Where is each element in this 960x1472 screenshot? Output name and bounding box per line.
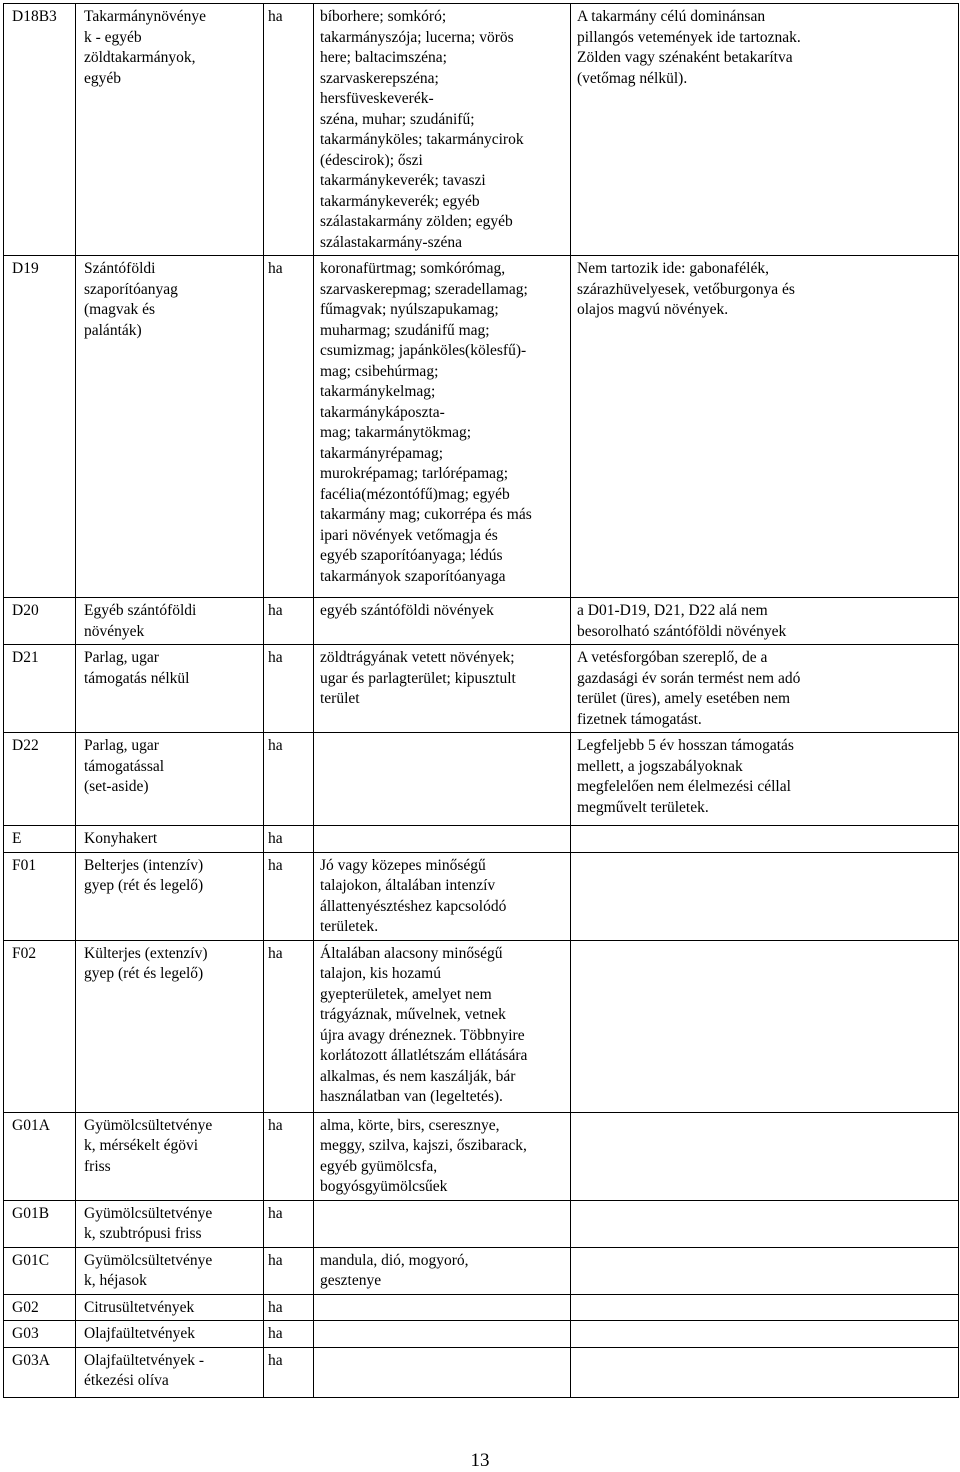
table-row (4, 4, 959, 256)
row-unit: ha (264, 1294, 314, 1321)
row-note: A vetésforgóban szereplő, de a gazdasági év során termést nem adó terület (üres), amely esetében nem fizetnek támogatást. (571, 645, 959, 733)
classification-table (3, 3, 959, 1398)
row-note (571, 1294, 959, 1321)
row-unit: ha (264, 1200, 314, 1247)
table-row (4, 645, 959, 733)
table-row (4, 1321, 959, 1348)
row-unit: ha (264, 4, 314, 256)
row-unit: ha (264, 256, 314, 598)
row-code: G01B (4, 1200, 76, 1247)
row-note (571, 1347, 959, 1397)
row-note (571, 940, 959, 1112)
row-note: Nem tartozik ide: gabonafélék, szárazhüvelyesek, vetőburgonya és olajos magvú növények. (571, 256, 959, 598)
row-crops (314, 1200, 571, 1247)
table-row (4, 1347, 959, 1397)
row-unit: ha (264, 1247, 314, 1294)
row-code: F02 (4, 940, 76, 1112)
row-crops (314, 1347, 571, 1397)
row-note (571, 852, 959, 940)
row-crops: Jó vagy közepes minőségű talajokon, általában intenzív állattenyésztéshez kapcsolódó területek. (314, 852, 571, 940)
table-row (4, 1247, 959, 1294)
table-row (4, 1294, 959, 1321)
row-name: Olajfaültetvények - étkezési olíva (76, 1347, 264, 1397)
row-crops: koronafürtmag; somkórómag, szarvaskerepmag; szeradellamag; fűmagvak; nyúlszapukamag; muharmag; szudánifű mag; csumizmag; japánköles(kölesfű)- mag; csibehúrmag; takarmánykelmag; takarmánykáposzta- mag; takarmánytökmag; takarmányrépamag; murokrépamag; tarlórépamag; facélia(mézontófű)mag; egyéb takarmány mag; cukorrépa és más ipari növények vetőmagja és egyéb szaporítóanyaga; lédús takarmányok szaporítóanyaga (314, 256, 571, 598)
row-name: Parlag, ugar támogatással (set-aside) (76, 733, 264, 826)
table-row (4, 256, 959, 598)
row-code: G03A (4, 1347, 76, 1397)
row-note (571, 826, 959, 853)
table-row (4, 852, 959, 940)
row-note (571, 1200, 959, 1247)
table-row (4, 1200, 959, 1247)
row-note: Legfeljebb 5 év hosszan támogatás mellett, a jogszabályoknak megfelelően nem élelmezési céllal megművelt területek. (571, 733, 959, 826)
row-crops (314, 1321, 571, 1348)
table-row (4, 1112, 959, 1200)
row-unit: ha (264, 852, 314, 940)
row-note (571, 1112, 959, 1200)
table-row (4, 598, 959, 645)
row-name: Olajfaültetvények (76, 1321, 264, 1348)
row-name: Gyümölcsültetvénye k, mérsékelt égövi friss (76, 1112, 264, 1200)
row-name: Gyümölcsültetvénye k, héjasok (76, 1247, 264, 1294)
row-name: Takarmánynövénye k - egyéb zöldtakarmányok, egyéb (76, 4, 264, 256)
row-note (571, 1247, 959, 1294)
table-row (4, 940, 959, 1112)
row-crops: egyéb szántóföldi növények (314, 598, 571, 645)
row-note (571, 1321, 959, 1348)
row-unit: ha (264, 826, 314, 853)
row-name: Gyümölcsültetvénye k, szubtrópusi friss (76, 1200, 264, 1247)
row-crops: bíborhere; somkóró; takarmányszója; lucerna; vörös here; baltacimszéna; szarvaskerepszéna; hersfüveskeverék- széna, muhar; szudánifű; takarmányköles; takarmánycirok (édescirok); őszi takarmánykeverék; tavaszi takarmánykeverék; egyéb szálastakarmány zölden; egyéb szálastakarmány-széna (314, 4, 571, 256)
row-unit: ha (264, 1112, 314, 1200)
row-code: F01 (4, 852, 76, 940)
row-crops (314, 826, 571, 853)
row-unit: ha (264, 1321, 314, 1348)
row-name: Citrusültetvények (76, 1294, 264, 1321)
row-code: D22 (4, 733, 76, 826)
row-note: a D01-D19, D21, D22 alá nem besorolható szántóföldi növények (571, 598, 959, 645)
row-name: Egyéb szántóföldi növények (76, 598, 264, 645)
row-crops: alma, körte, birs, cseresznye, meggy, szilva, kajszi, őszibarack, egyéb gyümölcsfa, bogyósgyümölcsűek (314, 1112, 571, 1200)
row-crops (314, 1294, 571, 1321)
row-name: Külterjes (extenzív) gyep (rét és legelő) (76, 940, 264, 1112)
row-code: D20 (4, 598, 76, 645)
row-unit: ha (264, 598, 314, 645)
page-number: 13 (470, 1450, 490, 1471)
row-name: Parlag, ugar támogatás nélkül (76, 645, 264, 733)
row-code: E (4, 826, 76, 853)
row-code: G01C (4, 1247, 76, 1294)
row-crops: Általában alacsony minőségű talajon, kis hozamú gyepterületek, amelyet nem trágyáznak, művelnek, vetnek újra avagy dréneznek. Többnyire korlátozott állatlétszám ellátására alkalmas, és nem kaszálják, bár használatban van (legeltetés). (314, 940, 571, 1112)
table-row (4, 733, 959, 826)
row-name: Belterjes (intenzív) gyep (rét és legelő) (76, 852, 264, 940)
row-code: G03 (4, 1321, 76, 1348)
classification-table-body (4, 4, 959, 1398)
row-code: G01A (4, 1112, 76, 1200)
row-unit: ha (264, 940, 314, 1112)
row-note: A takarmány célú dominánsan pillangós vetemények ide tartoznak. Zölden vagy szénaként betakarítva (vetőmag nélkül). (571, 4, 959, 256)
row-code: D19 (4, 256, 76, 598)
row-unit: ha (264, 1347, 314, 1397)
row-crops (314, 733, 571, 826)
row-unit: ha (264, 645, 314, 733)
row-unit: ha (264, 733, 314, 826)
row-code: D18B3 (4, 4, 76, 256)
row-name: Szántóföldi szaporítóanyag (magvak és palánták) (76, 256, 264, 598)
row-crops: zöldtrágyának vetett növények; ugar és parlagterület; kipusztult terület (314, 645, 571, 733)
table-row (4, 826, 959, 853)
row-code: D21 (4, 645, 76, 733)
row-name: Konyhakert (76, 826, 264, 853)
row-code: G02 (4, 1294, 76, 1321)
row-crops: mandula, dió, mogyoró, gesztenye (314, 1247, 571, 1294)
